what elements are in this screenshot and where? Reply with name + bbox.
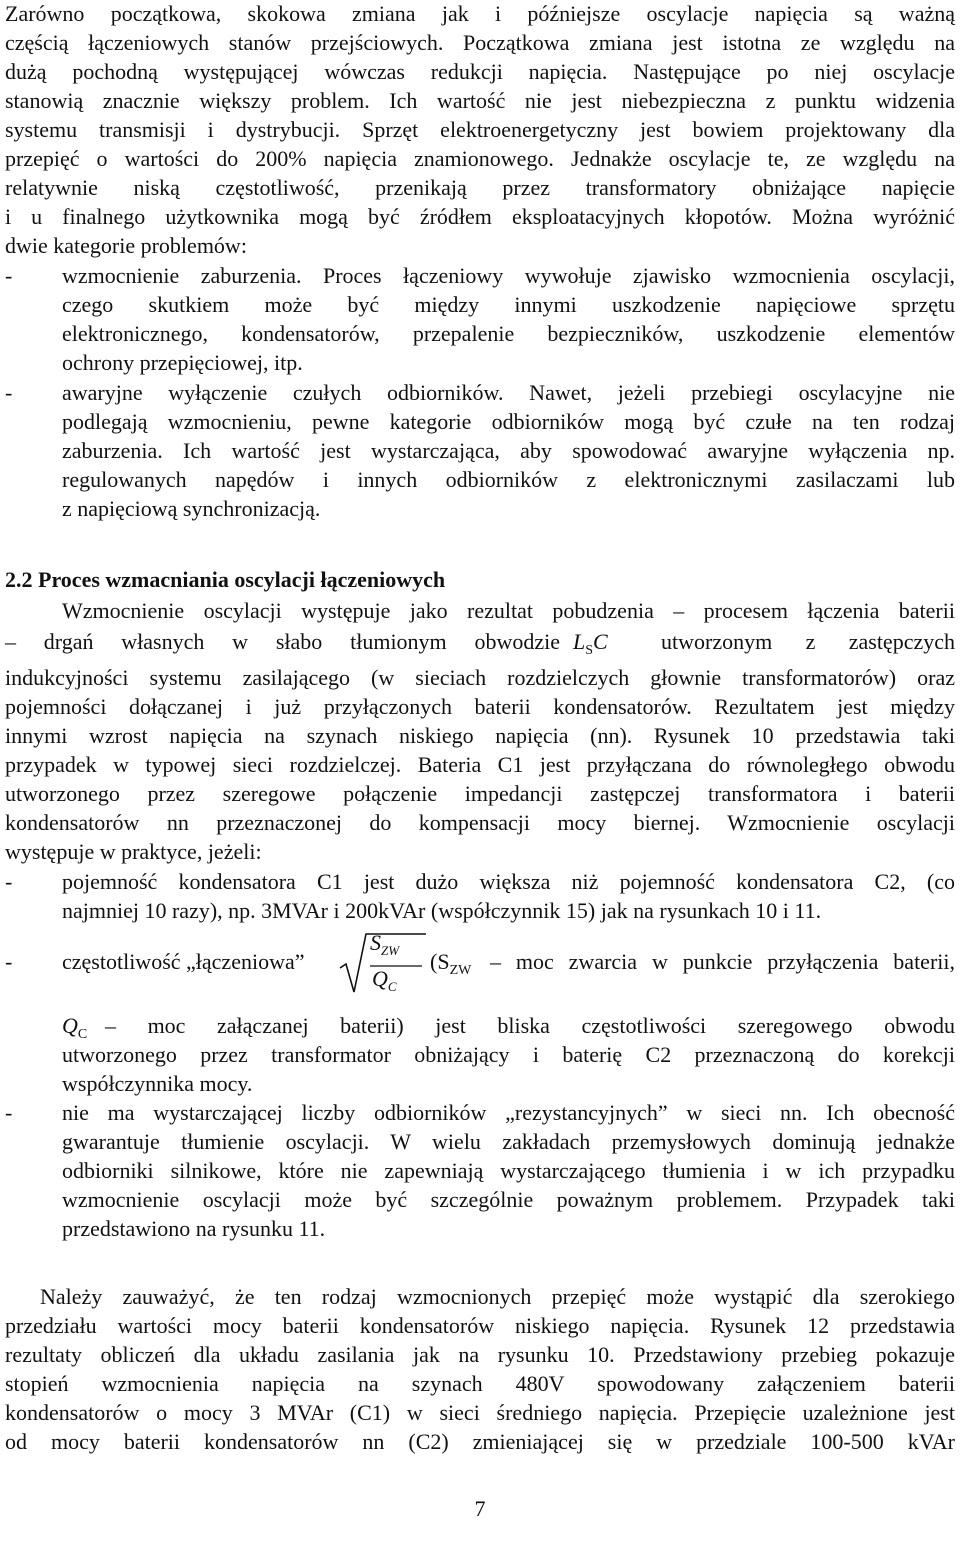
list-item-line: awaryjne wyłączenie czułych odbiorników. Nawet, jeżeli przebiegi oscylacyjne nie <box>62 380 955 405</box>
paragraph-line: kondensatorów nn przeznaczonej do kompensacji mocy biernej. Wzmocnienie oscylacji <box>5 810 955 835</box>
subscript-c: C <box>387 979 397 994</box>
paragraph-line: stanowią znacznie większy problem. Ich wartość nie jest niebezpieczna z punktu widzenia <box>5 88 955 113</box>
paragraph-line: utworzonego przez szeregowe połączenie impedancji zastępczej transformatora i baterii <box>5 781 955 806</box>
fraction <box>370 930 426 994</box>
list-item-text: częstotliwość „łączeniowa” <box>62 949 305 974</box>
paragraph-text: – drgań własnych w słabo tłumionym obwodzie <box>5 629 560 654</box>
list-dash: - <box>5 949 13 974</box>
fraction-numerator <box>370 930 399 959</box>
paragraph-line: Zarówno początkowa, skokowa zmiana jak i późniejsze oscylacje napięcia są ważną <box>5 1 955 26</box>
list-dash: - <box>5 869 13 894</box>
list-item-line: z napięciową synchronizacją. <box>62 496 321 521</box>
paragraph-line: przedziału wartości mocy baterii kondensatorów niskiego napięcia. Rysunek 12 przedstawia <box>5 1313 955 1338</box>
page-number: 7 <box>474 1496 486 1521</box>
list-item-line: wzmocnienie zaburzenia. Proces łączeniowy wywołuje zjawisko wzmocnienia oscylacji, <box>62 263 955 288</box>
subscript-zw: ZW <box>381 943 400 958</box>
formula-paren-s <box>430 948 471 985</box>
paragraph-line: częścią łączeniowych stanów przejściowych. Początkowa zmiana jest istotna ze względu na <box>5 30 955 55</box>
list-item-line: odbiorniki silnikowe, które nie zapewniają wystarczającego tłumienia i w ich przypadku <box>62 1158 955 1183</box>
symbol-q: Q <box>62 1013 78 1038</box>
list-item-line: podlegają wzmocnieniu, pewne kategorie odbiorników mogą być czułe na ten rodzaj <box>62 409 955 434</box>
paragraph-line: dwie kategorie problemów: <box>5 233 247 258</box>
subscript-c: C <box>77 1027 88 1042</box>
subscript-zw: ZW <box>449 963 472 978</box>
symbol-s-paren: (S <box>430 949 450 974</box>
paragraph-line: pojemności dołączanej i już przyłączonych baterii kondensatorów. Rezultatem jest między <box>5 694 955 719</box>
list-item-line: elektronicznego, kondensatorów, przepalenie bezpieczników, uszkodzenie elementów <box>62 321 955 346</box>
paragraph-line: Wzmocnienie oscylacji występuje jako rezultat pobudzenia – procesem łączenia baterii <box>62 598 955 623</box>
paragraph-line: przypadek w typowej sieci rozdzielczej. Bateria C1 jest przyłączana do równoległego obwodu <box>5 752 955 777</box>
list-item-line: – moc załączanej baterii) jest bliska częstotliwości szeregowego obwodu <box>105 1013 955 1038</box>
list-dash: - <box>5 380 13 405</box>
paragraph-line: Należy zauważyć, że ten rodzaj wzmocnionych przepięć może wystąpić dla szerokiego <box>40 1284 955 1309</box>
list-item-line: najmniej 10 razy), np. 3MVAr i 200kVAr (współczynnik 15) jak na rysunkach 10 i 11. <box>62 898 822 923</box>
section-heading: 2.2 Proces wzmacniania oscylacji łączeniowych <box>5 567 446 592</box>
list-dash: - <box>5 1100 13 1125</box>
symbol-s: S <box>370 930 381 955</box>
list-item-text: – moc zwarcia w punkcie przyłączenia baterii, <box>490 949 955 974</box>
paragraph-line: od mocy baterii kondensatorów nn (C2) zmieniającej się w przedziale 100-500 kVAr <box>5 1429 955 1454</box>
list-item-line: utworzonego przez transformator obniżający i baterię C2 przeznaczoną do korekcji <box>62 1042 955 1067</box>
list-item-line: gwarantuje tłumienie oscylacji. W wielu zakładach przemysłowych dominują jednakże <box>62 1129 955 1154</box>
formula-ls-c <box>573 628 608 665</box>
list-item-line: ochrony przepięciowej, itp. <box>62 350 303 375</box>
paragraph-line: występuje w praktyce, jeżeli: <box>5 839 262 864</box>
list-item-line: zaburzenia. Ich wartość jest wystarczająca, aby spowodować awaryjne wyłączenia np. <box>62 438 955 463</box>
fraction-denominator <box>372 966 397 995</box>
paragraph-line: stopień wzmocnienia napięcia na szynach 480V spowodowany załączeniem baterii <box>5 1371 955 1396</box>
subscript-s: S <box>585 643 594 658</box>
list-item-line: nie ma wystarczającej liczby odbiorników „rezystancyjnych” w sieci nn. Ich obecność <box>62 1100 955 1125</box>
paragraph-line: przepięć o wartości do 200% napięcia znamionowego. Jednakże oscylacje te, ze względu na <box>5 146 955 171</box>
list-dash: - <box>5 263 13 288</box>
list-item-line: czego skutkiem może być między innymi uszkodzenie napięciowe sprzętu <box>62 292 955 317</box>
symbol-l: L <box>573 629 586 654</box>
list-item-line: przedstawiono na rysunku 11. <box>62 1216 326 1241</box>
list-item-line: wzmocnienie oscylacji może być szczególnie poważnym problemem. Przypadek taki <box>62 1187 955 1212</box>
list-item-line: współczynnika mocy. <box>62 1071 253 1096</box>
paragraph-text: utworzonym z zastępczych <box>661 629 955 654</box>
list-item-line: regulowanych napędów i innych odbiorników z elektronicznymi zasilaczami lub <box>62 467 955 492</box>
paragraph-line: systemu transmisji i dystrybucji. Sprzęt elektroenergetyczny jest bowiem projektowany dla <box>5 117 955 142</box>
paragraph-line: indukcyjności systemu zasilającego (w sieciach rozdzielczych głownie transformatorów) oraz <box>5 665 955 690</box>
paragraph-line: rezultaty obliczeń dla układu zasilania jak na rysunku 10. Przedstawiony przebieg pokazuje <box>5 1342 955 1367</box>
paragraph-line: i u finalnego użytkownika mogą być źródłem eksploatacyjnych kłopotów. Można wyróżnić <box>5 204 955 229</box>
paragraph-line: innymi wzrost napięcia na szynach niskiego napięcia (nn). Rysunek 10 przedstawia taki <box>5 723 955 748</box>
symbol-q: Q <box>372 966 388 991</box>
symbol-c: C <box>593 629 608 654</box>
paragraph-line: relatywnie niską częstotliwość, przenikają przez transformatory obniżające napięcie <box>5 175 955 200</box>
paragraph-line: kondensatorów o mocy 3 MVAr (C1) w sieci średniego napięcia. Przepięcie uzależnione jest <box>5 1400 955 1425</box>
list-item-line: pojemność kondensatora C1 jest dużo większa niż pojemność kondensatora C2, (co <box>62 869 955 894</box>
paragraph-line: dużą pochodną występującej wówczas redukcji napięcia. Następujące po niej oscylacje <box>5 59 955 84</box>
